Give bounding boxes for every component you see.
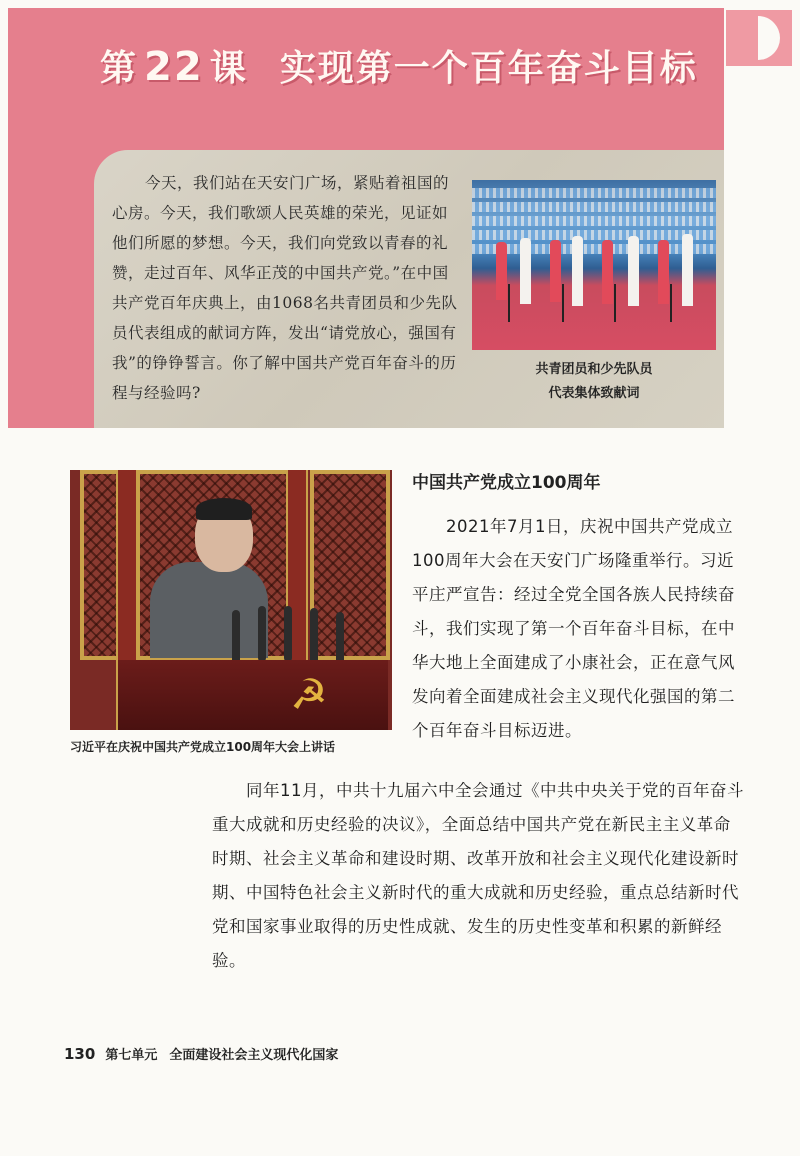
main-photo-caption: 习近平在庆祝中国共产党成立100周年大会上讲话 <box>70 740 336 754</box>
unit-label: 第七单元 <box>105 1048 158 1063</box>
intro-photo-caption <box>472 358 716 406</box>
microphone <box>310 608 318 664</box>
speaker-body <box>150 562 268 658</box>
intro-photo <box>472 180 716 350</box>
speaker-hair <box>196 498 252 520</box>
page-number: 130 <box>64 1045 96 1063</box>
lesson-title <box>100 40 698 100</box>
party-emblem-icon: ☭ <box>290 670 328 719</box>
microphone <box>284 606 292 662</box>
podium <box>118 660 388 730</box>
microphone <box>258 606 266 662</box>
intro-text: 今天，我们站在天安门广场，紧贴着祖国的心房。今天，我们歌颂人民英雄的荣光，见证如他们所愿的梦想。今天，我们向党致以青春的礼赞，走过百年、风华正茂的中国共产党。”在中国共产党百年庆典上，由1068名共青团员和少先队员代表组成的献词方阵，发出“请党放心，强国有我”的铮铮誓言。你了解中国共产党百年奋斗的历程与经验吗? <box>112 174 458 402</box>
lesson-prefix: 第 <box>100 48 139 89</box>
microphone <box>232 610 240 666</box>
paragraph-2: 同年11月，中共十九届六中全会通过《中共中央关于党的百年奋斗重大成就和历史经验的决议》，全面总结中国共产党在新民主主义革命时期、社会主义革命和建设时期、改革开放和社会主义现代化建设新时期、中国特色社会主义新时代的重大成就和历史经验，重点总结新时代党和国家事业取得的历史性成就、发生的历史性变革和积累的新鲜经验。 <box>212 781 744 970</box>
section-title: 中国共产党成立100周年 <box>412 473 601 493</box>
intro-caption-line-1: 共青团员和少先队员 <box>535 362 653 377</box>
paragraph-1: 2021年7月1日，庆祝中国共产党成立100周年大会在天安门广场隆重举行。习近平庄严宣告：经过全党全国各族人民持续奋斗，我们实现了第一个百年奋斗目标，在中华大地上全面建成了小康社会，正在意气风发向着全面建成社会主义现代化强国的第二个百年奋斗目标迈进。 <box>412 517 735 740</box>
unit-title: 全面建设社会主义现代化国家 <box>169 1048 339 1063</box>
lesson-suffix: 课 <box>209 48 248 89</box>
page-tab-decoration <box>726 10 792 66</box>
lesson-title-text: 实现第一个百年奋斗目标 <box>279 48 698 89</box>
lesson-number: 22 <box>144 44 204 90</box>
intro-caption-line-2: 代表集体致献词 <box>548 386 640 401</box>
page-footer <box>64 1044 338 1063</box>
